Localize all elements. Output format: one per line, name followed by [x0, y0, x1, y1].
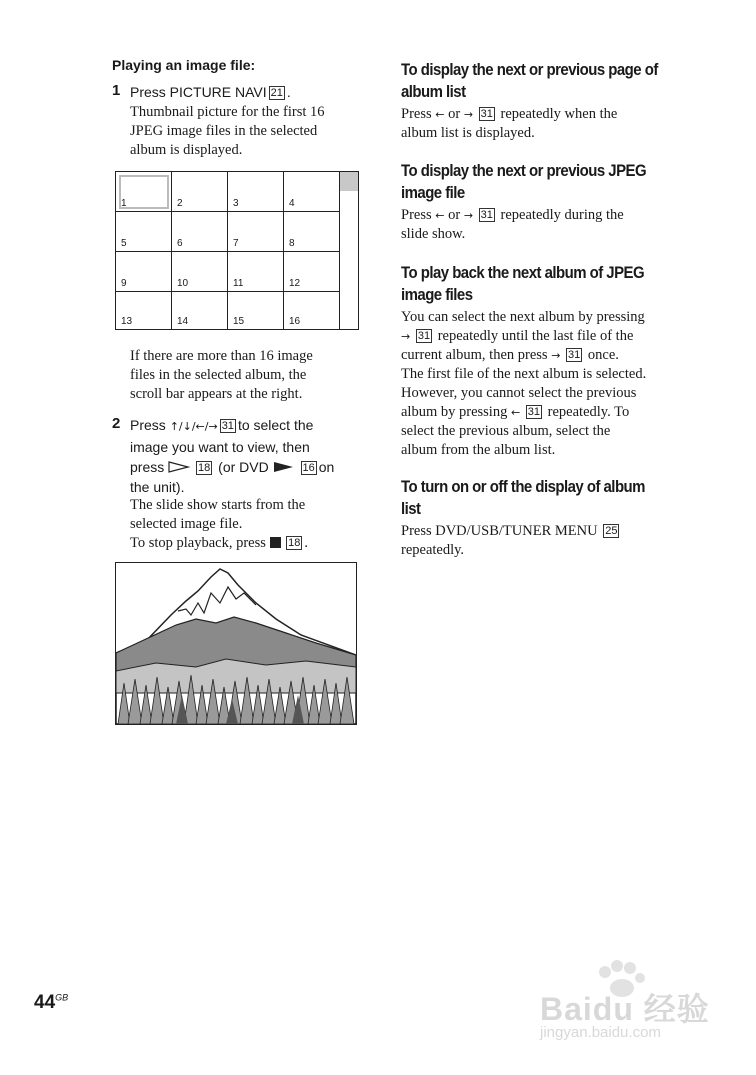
scrollbar-thumb: [340, 172, 358, 191]
thumbnail-cell: 5: [116, 212, 172, 252]
arrow-left-icon: ←: [435, 108, 445, 121]
step-1-number: 1: [112, 82, 121, 99]
step-2-instruction: Press ↑/↓/←/→ 31 to select the image you want to view, then press 18 (or DVD 16 on the unit).: [130, 417, 335, 495]
baidu-watermark: Baidu 经验 jingyan.baidu.com: [540, 958, 740, 1048]
thumbnail-cell: 3: [228, 172, 284, 212]
scrollbar-note: If there are more than 16 image files in the selected album, the scroll bar appears at the right.: [130, 348, 313, 402]
thumbnail-cell: 10: [172, 252, 228, 292]
step-2-description: The slide show starts from the selected image file. To stop playback, press 18 .: [130, 497, 309, 551]
arrow-keys-icon: ↑/↓/←/→: [169, 420, 218, 433]
step-1-instruction: Press PICTURE NAVI 21 .: [130, 84, 291, 100]
arrow-right-icon: →: [551, 349, 561, 362]
thumbnail-cell: 4: [284, 172, 340, 212]
thumbnail-cell: 14: [172, 292, 228, 329]
arrow-right-icon: →: [401, 330, 411, 343]
thumbnail-cell: 12: [284, 252, 340, 292]
step-2-number: 2: [112, 415, 121, 432]
heading-next-album: To play back the next album of JPEG image files: [401, 263, 645, 304]
thumbnail-grid: [115, 171, 359, 330]
stop-icon: [270, 537, 281, 548]
thumbnail-cell: 15: [228, 292, 284, 329]
thumbnail-cell: 13: [116, 292, 172, 329]
thumbnail-cell: 11: [228, 252, 284, 292]
heading-next-page-album-list: To display the next or previous page of album list: [401, 60, 658, 101]
paragraph-next-jpeg: Press ← or → 31 repeatedly during the slide show.: [401, 207, 624, 242]
arrow-right-icon: →: [463, 209, 474, 222]
paragraph-album-list-display: Press DVD/USB/TUNER MENU 25 repeatedly.: [401, 523, 618, 558]
page-number: $44^{GB}$: [34, 992, 69, 1013]
step-1-description: Thumbnail picture for the first 16 JPEG image files in the selected album is displayed.: [130, 104, 325, 158]
scrollbar: [339, 172, 358, 329]
paragraph-next-album: You can select the next album by pressing → 31 repeatedly until the last file of the current album, then press → 31 once. The first file of the next album is selected. However, you cannot select the previous album by pressing ← 31 repeatedly. To select the previous album, select the album from the album list.: [401, 309, 647, 458]
thumbnail-cell: 7: [228, 212, 284, 252]
play-filled-icon: [273, 461, 295, 473]
thumbnail-cell: 1: [116, 172, 172, 212]
thumbnail-cell: 8: [284, 212, 340, 252]
thumbnail-cell: 2: [172, 172, 228, 212]
section-title: Playing an image file:: [112, 57, 256, 73]
heading-album-list-display: To turn on or off the display of album list: [401, 477, 645, 518]
thumbnail-cell: 6: [172, 212, 228, 252]
thumbnail-cell: 16: [284, 292, 340, 329]
arrow-left-icon: ←: [435, 209, 445, 222]
thumbnail-cell: 9: [116, 252, 172, 292]
paragraph-next-page: Press ← or → 31 repeatedly when the album list is displayed.: [401, 106, 618, 141]
arrow-left-icon: ←: [510, 406, 521, 419]
slideshow-image: [115, 562, 357, 725]
heading-next-jpeg-file: To display the next or previous JPEG image file: [401, 161, 647, 202]
arrow-right-icon: →: [463, 108, 474, 121]
play-outline-icon: [168, 461, 190, 473]
